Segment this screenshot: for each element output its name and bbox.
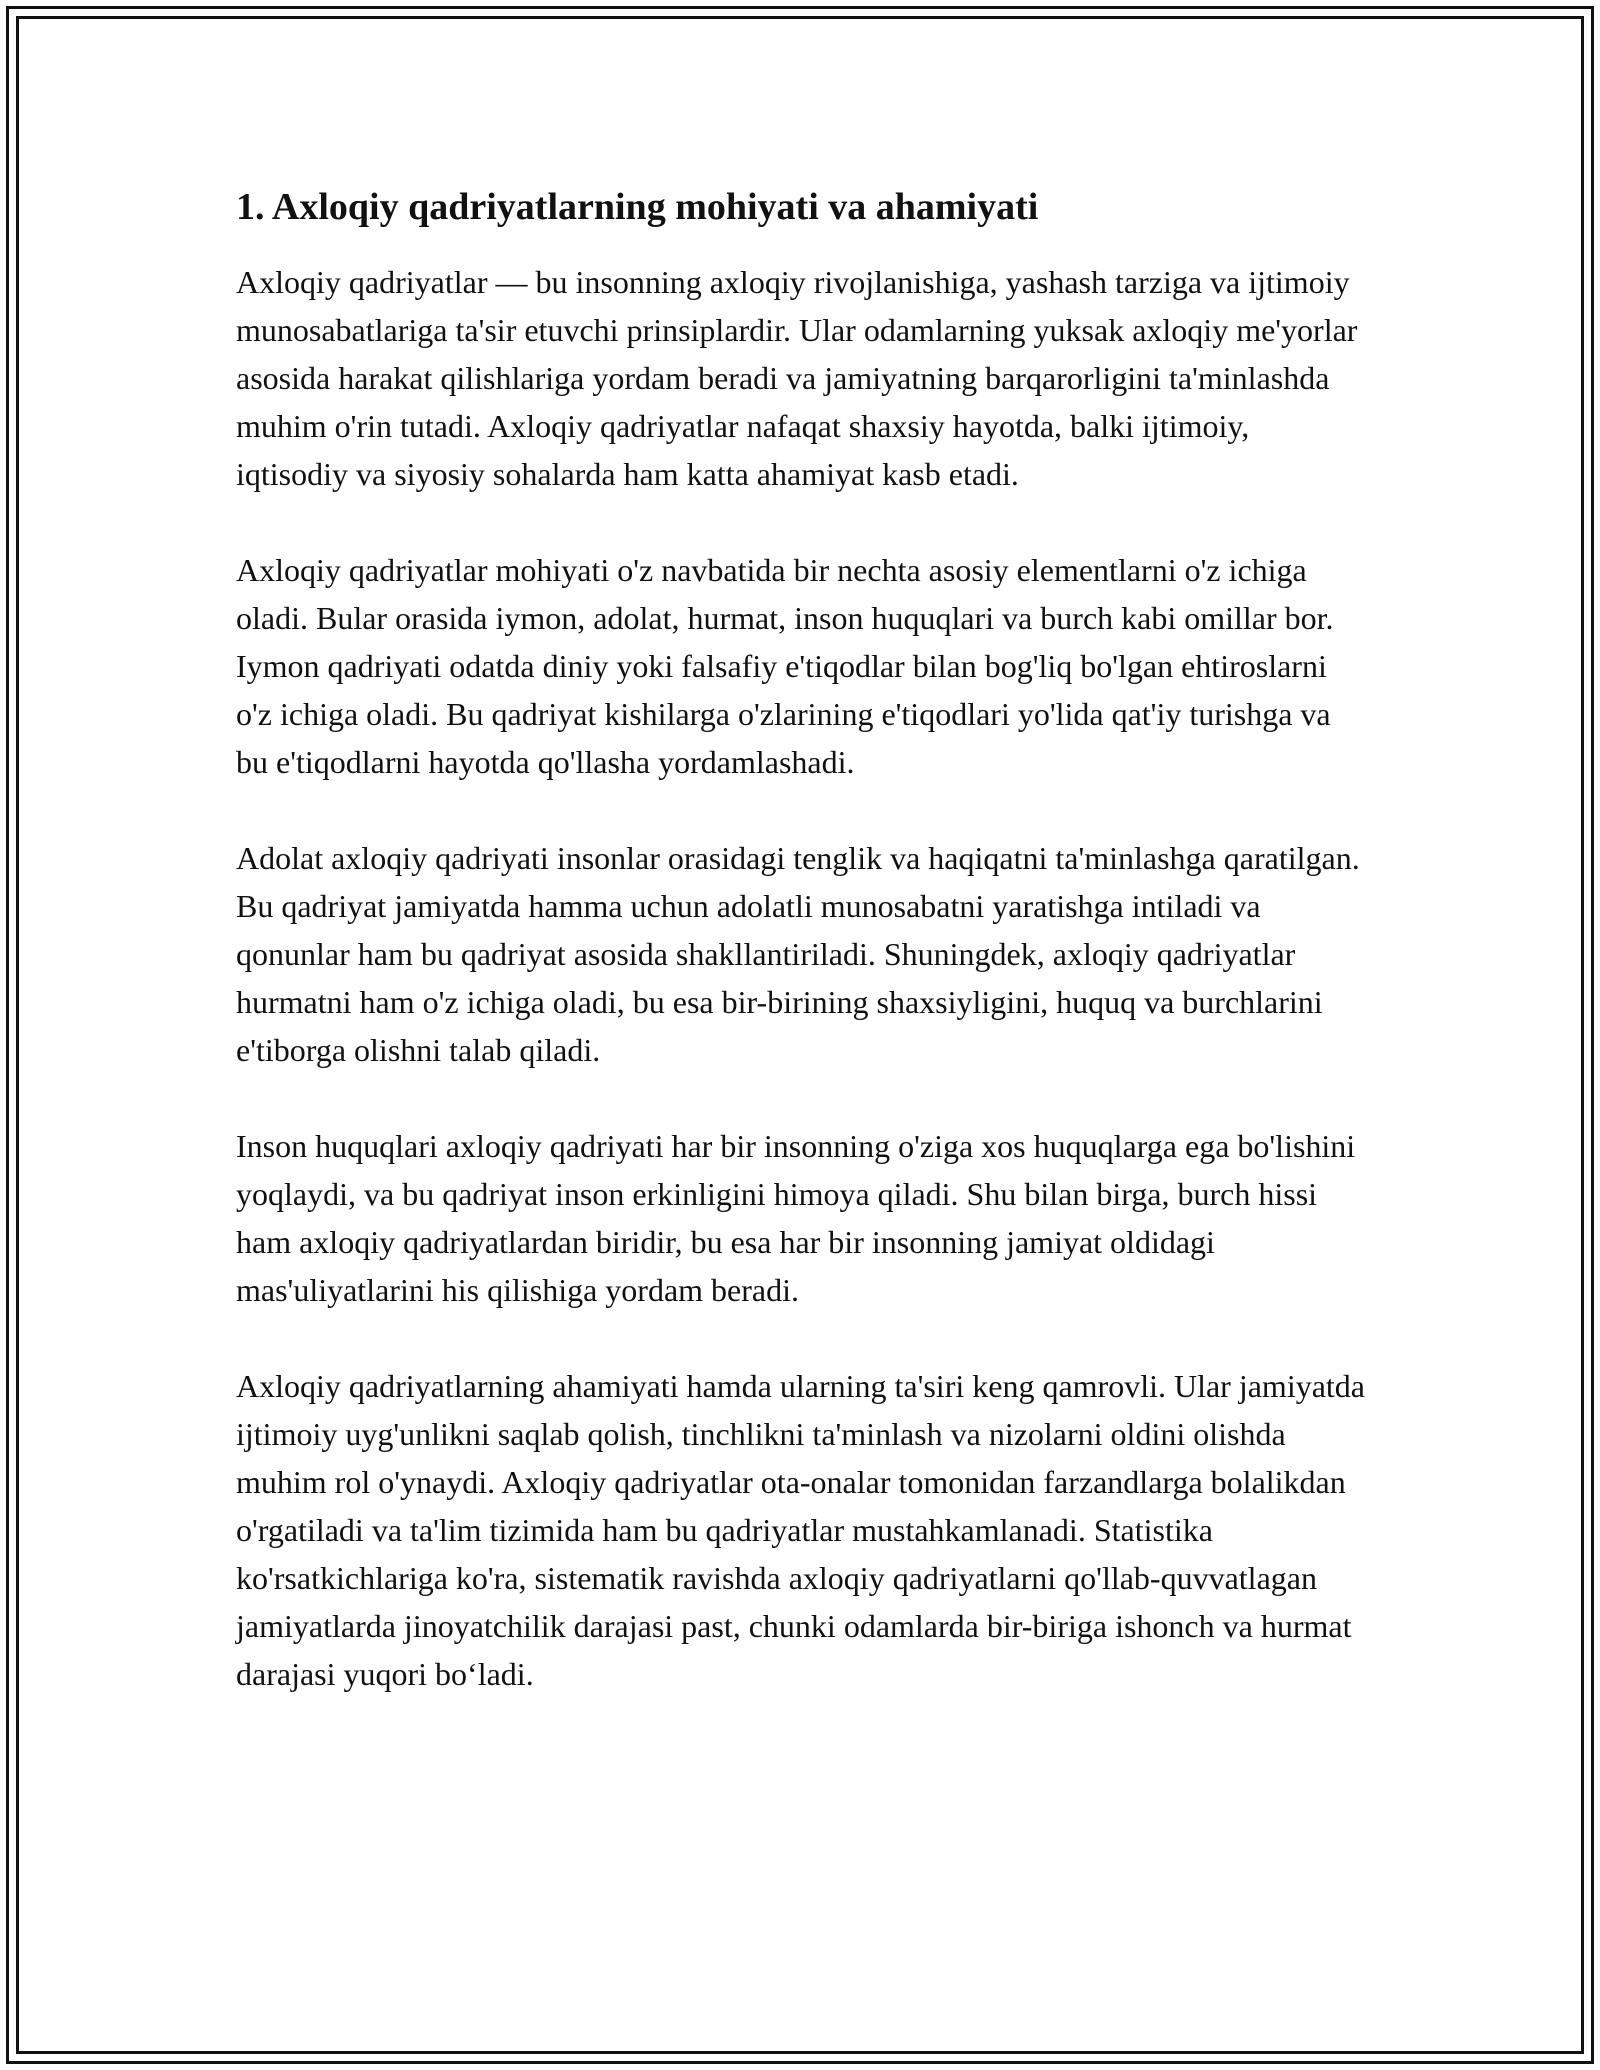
paragraph-1: Axloqiy qadriyatlar — bu insonning axloqiy rivojlanishiga, yashash tarziga va ijtimoiy munosabatlariga ta'sir etuvchi prinsiplardir. Ular odamlarning yuksak axloqiy me'yorlar asosida harakat qilishlariga yordam beradi va jamiyatning barqarorligini ta'minlashda muhim o'rin tutadi. Axloqiy qadriyatlar nafaqat shaxsiy hayotda, balki ijtimoiy, iqtisodiy va siyosiy sohalarda ham katta ahamiyat kasb etadi.	[236, 264, 1358, 493]
paragraph-5: Axloqiy qadriyatlarning ahamiyati hamda ularning ta'siri keng qamrovli. Ular jamiyatda ijtimoiy uyg'unlikni saqlab qolish, tinchlikni ta'minlash va nizolarni oldini olishda muhim rol o'ynaydi. Axloqiy qadriyatlar ota-onalar tomonidan farzandlarga bolalikdan o'rgatiladi va ta'lim tizimida ham bu qadriyatlar mustahkamlanadi. Statistika ko'rsatkichlariga ko'ra, sistematik ravishda axloqiy qadriyatlarni qo'llab-quvvatlagan jamiyatlarda jinoyatchilik darajasi past, chunki odamlarda bir-biriga ishonch va hurmat darajasi yuqori bo‘ladi.	[236, 1368, 1365, 1693]
paragraph-4: Inson huquqlari axloqiy qadriyati har bir insonning o'ziga xos huquqlarga ega bo'lishini yoqlaydi, va bu qadriyat inson erkinligini himoya qiladi. Shu bilan birga, burch hissi ham axloqiy qadriyatlardan biridir, bu esa har bir insonning jamiyat oldidagi mas'uliyatlarini his qilishiga yordam beradi.	[236, 1128, 1356, 1309]
section-heading: 1. Axloqiy qadriyatlarning mohiyati va ahamiyati	[236, 186, 1039, 228]
paragraph-2: Axloqiy qadriyatlar mohiyati o'z navbatida bir nechta asosiy elementlarni o'z ichiga oladi. Bular orasida iymon, adolat, hurmat, inson huquqlari va burch kabi omillar bor. Iymon qadriyati odatda diniy yoki falsafiy e'tiqodlar bilan bog'liq bo'lgan ehtiroslarni o'z ichiga oladi. Bu qadriyat kishilarga o'zlarining e'tiqodlari yo'lida qat'iy turishga va bu e'tiqodlarni hayotda qo'llasha yordamlashadi.	[236, 552, 1334, 781]
paragraph-3: Adolat axloqiy qadriyati insonlar orasidagi tenglik va haqiqatni ta'minlashga qaratilgan. Bu qadriyat jamiyatda hamma uchun adolatli munosabatni yaratishga intiladi va qonunlar ham bu qadriyat asosida shakllantiriladi. Shuningdek, axloqiy qadriyatlar hurmatni ham o'z ichiga oladi, bu esa bir-birining shaxsiyligini, huquq va burchlarini e'tiborga olishni talab qiladi.	[236, 840, 1360, 1069]
document-body	[236, 183, 1366, 1746]
